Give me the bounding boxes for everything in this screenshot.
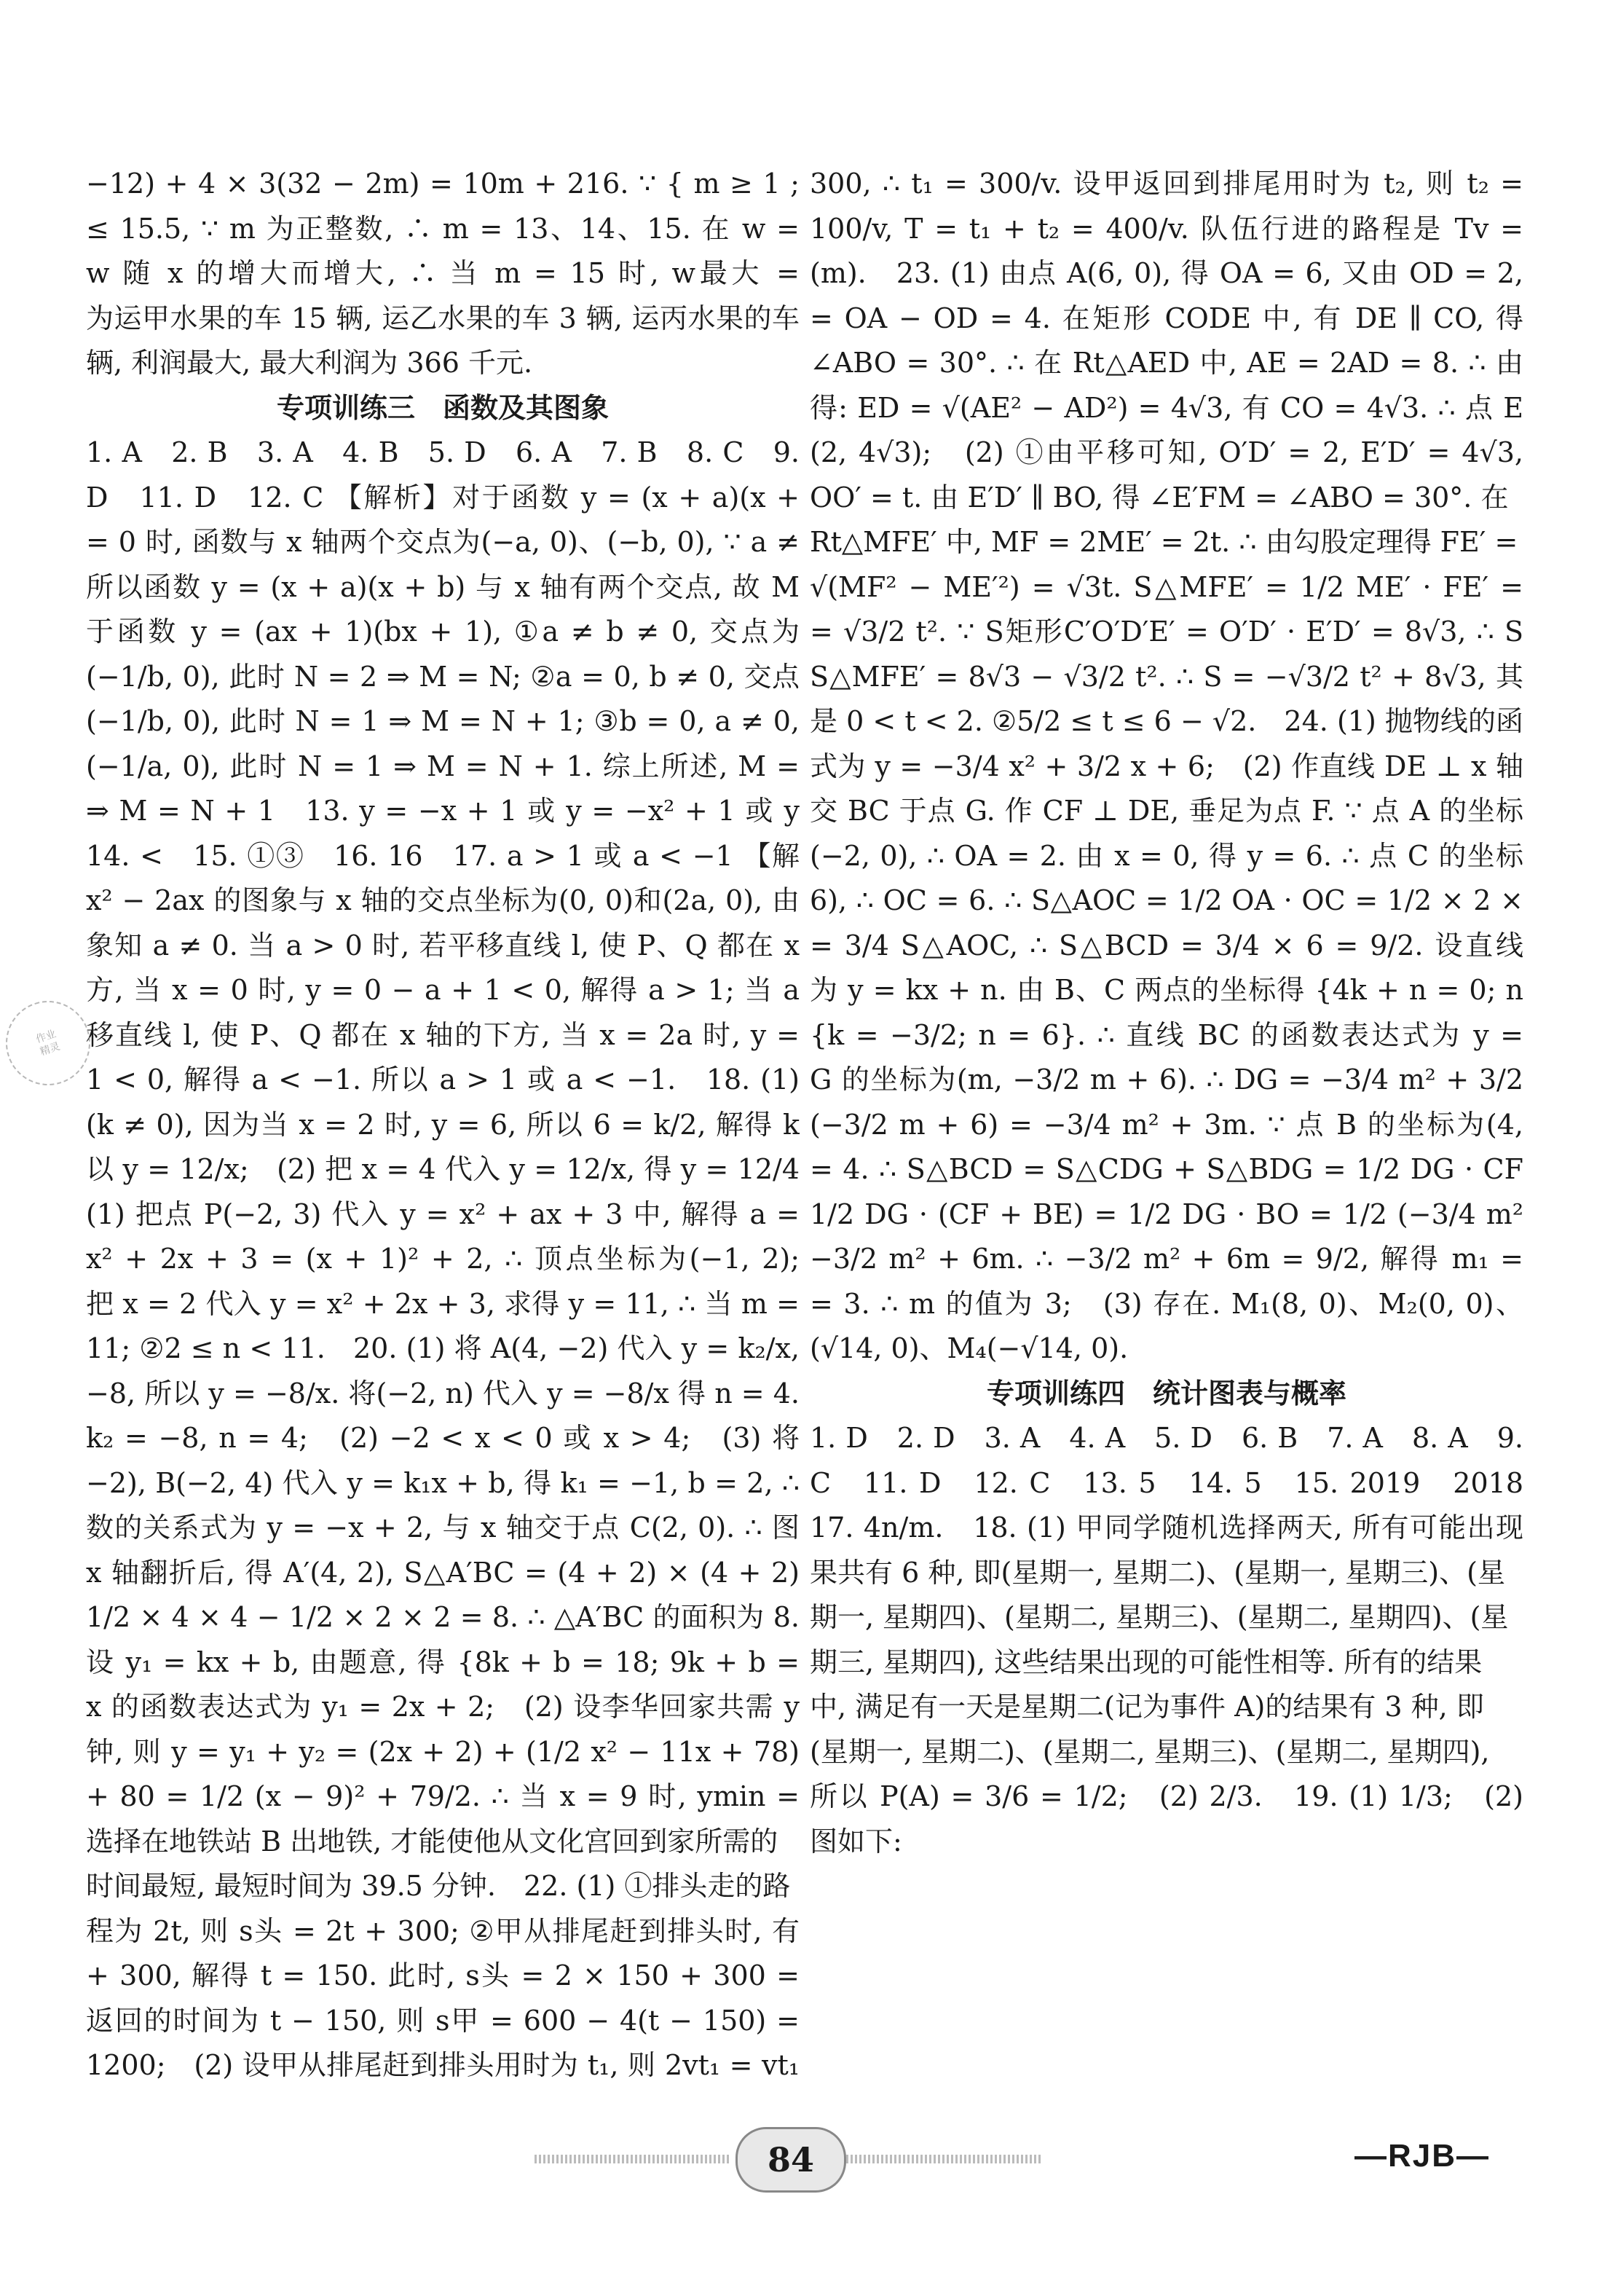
text-line: 1. D 2. D 3. A 4. A 5. D 6. B 7. A 8. A 9. xyxy=(810,1422,1523,1454)
text-line: k₂ = −8, n = 4; (2) −2 < x < 0 或 x > 4; (3) 将 xyxy=(86,1422,800,1454)
text-line: 中, 满足有一天是星期二(记为事件 A)的结果有 3 种, 即 xyxy=(810,1691,1484,1723)
text-line: = 4. ∴ S△BCD = S△CDG + S△BDG = 1/2 DG · CF xyxy=(810,1153,1523,1185)
text-line: 得: ED = √(AE² − AD²) = 4√3, 有 CO = 4√3. ∴ 点 E xyxy=(810,391,1523,424)
text-line: 象知 a ≠ 0. 当 a > 0 时, 若平移直线 l, 使 P、Q 都在 x xyxy=(86,929,800,962)
text-line: 交 BC 于点 G. 作 CF ⊥ DE, 垂足为点 F. ∵ 点 A 的坐标 xyxy=(810,795,1523,827)
right-column xyxy=(810,162,1523,1864)
text-line: 期三, 星期四), 这些结果出现的可能性相等. 所有的结果 xyxy=(810,1646,1483,1678)
text-line: (√14, 0)、M₄(−√14, 0). xyxy=(810,1332,1129,1364)
text-line: 1 < 0, 解得 a < −1. 所以 a > 1 或 a < −1. 18. (1) xyxy=(86,1064,800,1096)
text-line: + 300, 解得 t = 150. 此时, s头 = 2 × 150 + 300 = xyxy=(86,1959,800,1992)
text-line: 返回的时间为 t − 150, 则 s甲 = 600 − 4(t − 150) = xyxy=(86,2004,800,2037)
left-column xyxy=(86,162,800,2088)
text-line: Rt△MFE′ 中, MF = 2ME′ = 2t. ∴ 由勾股定理得 FE′ = xyxy=(810,526,1518,558)
text-line: 方, 当 x = 0 时, y = 0 − a + 1 < 0, 解得 a > 1; 当 a xyxy=(86,974,800,1006)
text-line: x 的函数表达式为 y₁ = 2x + 2; (2) 设李华回家共需 y xyxy=(86,1691,800,1723)
text-line: (2, 4√3); (2) ①由平移可知, O′D′ = 2, E′D′ = 4√3, xyxy=(810,436,1523,468)
text-line: 6), ∴ OC = 6. ∴ S△AOC = 1/2 OA · OC = 1/2 × 2 × xyxy=(810,884,1523,916)
text-line: = √3/2 t². ∵ S矩形C′O′D′E′ = O′D′ · E′D′ = 8√3, ∴ S xyxy=(810,616,1523,648)
text-line: 为运甲水果的车 15 辆, 运乙水果的车 3 辆, 运丙水果的车 xyxy=(86,302,800,334)
text-line: 把 x = 2 代入 y = x² + 2x + 3, 求得 y = 11, ∴ 当 m = xyxy=(86,1287,800,1320)
text-line: G 的坐标为(m, −3/2 m + 6). ∴ DG = −3/4 m² + 3/2 xyxy=(810,1064,1523,1096)
text-line: w 随 x 的增大而增大, ∴ 当 m = 15 时, w最大 = xyxy=(86,257,800,289)
stamp-line1: 作业 xyxy=(34,1028,58,1046)
text-line: (−1/a, 0), 此时 N = 1 ⇒ M = N + 1. 综上所述, M = xyxy=(86,750,800,782)
text-line: (−3/2 m + 6) = −3/4 m² + 3m. ∵ 点 B 的坐标为(4, xyxy=(810,1108,1523,1141)
text-line: 1. A 2. B 3. A 4. B 5. D 6. A 7. B 8. C 9. xyxy=(86,436,800,468)
text-line: 选择在地铁站 B 出地铁, 才能使他从文化宫回到家所需的 xyxy=(86,1825,778,1857)
text-line: 所以函数 y = (x + a)(x + b) 与 x 轴有两个交点, 故 M xyxy=(86,570,800,603)
text-line: −2), B(−2, 4) 代入 y = k₁x + b, 得 k₁ = −1, b = 2, ∴ xyxy=(86,1466,800,1499)
text-line: x² − 2ax 的图象与 x 轴的交点坐标为(0, 0)和(2a, 0), 由 xyxy=(86,884,800,916)
text-line: 为 y = kx + n. 由 B、C 两点的坐标得 {4k + n = 0; n xyxy=(810,974,1523,1006)
footer-rule-left xyxy=(535,2155,731,2163)
text-line: = 0 时, 函数与 x 轴两个交点为(−a, 0)、(−b, 0), ∵ a ≠ xyxy=(86,526,800,558)
text-line: (−1/b, 0), 此时 N = 2 ⇒ M = N; ②a = 0, b ≠ 0, 交点 xyxy=(86,660,800,693)
text-line: (星期一, 星期二)、(星期二, 星期三)、(星期二, 星期四), xyxy=(810,1735,1490,1768)
text-line: OO′ = t. 由 E′D′ ∥ BO, 得 ∠E′FM = ∠ABO = 30°. 在 xyxy=(810,481,1509,514)
edition-code: —RJB— xyxy=(1354,2138,1491,2174)
text-line: 钟, 则 y = y₁ + y₂ = (2x + 2) + (1/2 x² − 11x + 78) xyxy=(86,1735,800,1768)
text-line: 于函数 y = (ax + 1)(bx + 1), ①a ≠ b ≠ 0, 交点为 xyxy=(86,616,800,648)
text-line: 11; ②2 ≤ n < 11. 20. (1) 将 A(4, −2) 代入 y = k₂/x, xyxy=(86,1332,800,1364)
text-line: S△MFE′ = 8√3 − √3/2 t². ∴ S = −√3/2 t² + 8√3, 其 xyxy=(810,660,1523,693)
text-line: 辆, 利润最大, 最大利润为 366 千元. xyxy=(86,347,533,379)
text-line: ∠ABO = 30°. ∴ 在 Rt△AED 中, AE = 2AD = 8. ∴ 由 xyxy=(810,347,1523,379)
text-line: (−1/b, 0), 此时 N = 1 ⇒ M = N + 1; ③b = 0, a ≠ 0, xyxy=(86,705,800,737)
text-line: 300, ∴ t₁ = 300/v. 设甲返回到排尾用时为 t₂, 则 t₂ = xyxy=(810,168,1523,200)
text-line: (m). 23. (1) 由点 A(6, 0), 得 OA = 6, 又由 OD = 2, xyxy=(810,257,1523,289)
text-line: −8, 所以 y = −8/x. 将(−2, n) 代入 y = −8/x 得 n = 4. xyxy=(86,1377,800,1410)
text-line: 以 y = 12/x; (2) 把 x = 4 代入 y = 12/x, 得 y = 12/4 xyxy=(86,1153,800,1185)
text-line: (−2, 0), ∴ OA = 2. 由 x = 0, 得 y = 6. ∴ 点 C 的坐标 xyxy=(810,839,1523,872)
text-line: = OA − OD = 4. 在矩形 CODE 中, 有 DE ∥ CO, 得 xyxy=(810,302,1523,334)
text-line: 式为 y = −3/4 x² + 3/2 x + 6; (2) 作直线 DE ⊥ x 轴 xyxy=(810,750,1523,782)
text-line: (1) 把点 P(−2, 3) 代入 y = x² + ax + 3 中, 解得 a = xyxy=(86,1198,800,1230)
text-line: 1/2 × 4 × 4 − 1/2 × 2 × 2 = 8. ∴ △A′BC 的面积为 8. xyxy=(86,1601,800,1633)
text-line: −3/2 m² + 6m. ∴ −3/2 m² + 6m = 9/2, 解得 m₁ = xyxy=(810,1243,1523,1275)
text-line: 图如下: xyxy=(810,1825,902,1857)
page-number: 84 xyxy=(735,2127,846,2193)
text-line: −12) + 4 × 3(32 − 2m) = 10m + 216. ∵ { m ≥ 1 ; xyxy=(86,168,800,200)
text-line: = 3/4 S△AOC, ∴ S△BCD = 3/4 × 6 = 9/2. 设直线 xyxy=(810,929,1523,962)
text-line: 移直线 l, 使 P、Q 都在 x 轴的下方, 当 x = 2a 时, y = xyxy=(86,1018,800,1051)
text-line: C 11. D 12. C 13. 5 14. 5 15. 2019 2018 xyxy=(810,1466,1523,1499)
text-line: 17. 4n/m. 18. (1) 甲同学随机选择两天, 所有可能出现 xyxy=(810,1511,1523,1544)
text-line: (k ≠ 0), 因为当 x = 2 时, y = 6, 所以 6 = k/2, 解得 k xyxy=(86,1108,800,1141)
text-line: = 3. ∴ m 的值为 3; (3) 存在. M₁(8, 0)、M₂(0, 0)、 xyxy=(810,1287,1523,1320)
text-line: ≤ 15.5, ∵ m 为正整数, ∴ m = 13、14、15. 在 w = xyxy=(86,212,800,245)
text-line: 设 y₁ = kx + b, 由题意, 得 {8k + b = 18; 9k + b = xyxy=(86,1646,800,1678)
text-line: 是 0 < t < 2. ②5/2 ≤ t ≤ 6 − √2. 24. (1) 抛物线的函 xyxy=(810,705,1523,737)
footer-rule-right xyxy=(846,2155,1043,2163)
text-line: 时间最短, 最短时间为 39.5 分钟. 22. (1) ①排头走的路 xyxy=(86,1870,791,1902)
section-title: 专项训练四 统计图表与概率 xyxy=(986,1377,1346,1410)
section-title: 专项训练三 函数及其图象 xyxy=(276,391,609,424)
text-line: D 11. D 12. C 【解析】对于函数 y = (x + a)(x + xyxy=(86,481,800,514)
text-line: 果共有 6 种, 即(星期一, 星期二)、(星期一, 星期三)、(星 xyxy=(810,1556,1505,1589)
text-line: 1200; (2) 设甲从排尾赶到排头用时为 t₁, 则 2vt₁ = vt₁ xyxy=(86,2049,800,2081)
stamp-line2: 精灵 xyxy=(38,1040,62,1058)
text-line: 程为 2t, 则 s头 = 2t + 300; ②甲从排尾赶到排头时, 有 xyxy=(86,1914,800,1947)
text-line: ⇒ M = N + 1 13. y = −x + 1 或 y = −x² + 1 或 y xyxy=(86,795,800,827)
text-line: 1/2 DG · (CF + BE) = 1/2 DG · BO = 1/2 (−3/4 m² xyxy=(810,1198,1523,1230)
text-line: 期一, 星期四)、(星期二, 星期三)、(星期二, 星期四)、(星 xyxy=(810,1601,1509,1633)
text-line: x 轴翻折后, 得 A′(4, 2), S△A′BC = (4 + 2) × (4 + 2) xyxy=(86,1556,800,1589)
text-line: 所以 P(A) = 3/6 = 1/2; (2) 2/3. 19. (1) 1/3; (2) xyxy=(810,1780,1523,1812)
text-line: 数的关系式为 y = −x + 2, 与 x 轴交于点 C(2, 0). ∴ 图 xyxy=(86,1511,800,1544)
text-line: 14. < 15. ①③ 16. 16 17. a > 1 或 a < −1 【解 xyxy=(86,839,800,872)
text-line: 100/v, T = t₁ + t₂ = 400/v. 队伍行进的路程是 Tv = xyxy=(810,212,1523,245)
text-line: {k = −3/2; n = 6}. ∴ 直线 BC 的函数表达式为 y = xyxy=(810,1018,1523,1051)
text-line: + 80 = 1/2 (x − 9)² + 79/2. ∴ 当 x = 9 时, ymin = xyxy=(86,1780,800,1812)
text-line: √(MF² − ME′²) = √3t. S△MFE′ = 1/2 ME′ · FE′ = xyxy=(810,570,1523,603)
text-line: x² + 2x + 3 = (x + 1)² + 2, ∴ 顶点坐标为(−1, 2); xyxy=(86,1243,800,1275)
